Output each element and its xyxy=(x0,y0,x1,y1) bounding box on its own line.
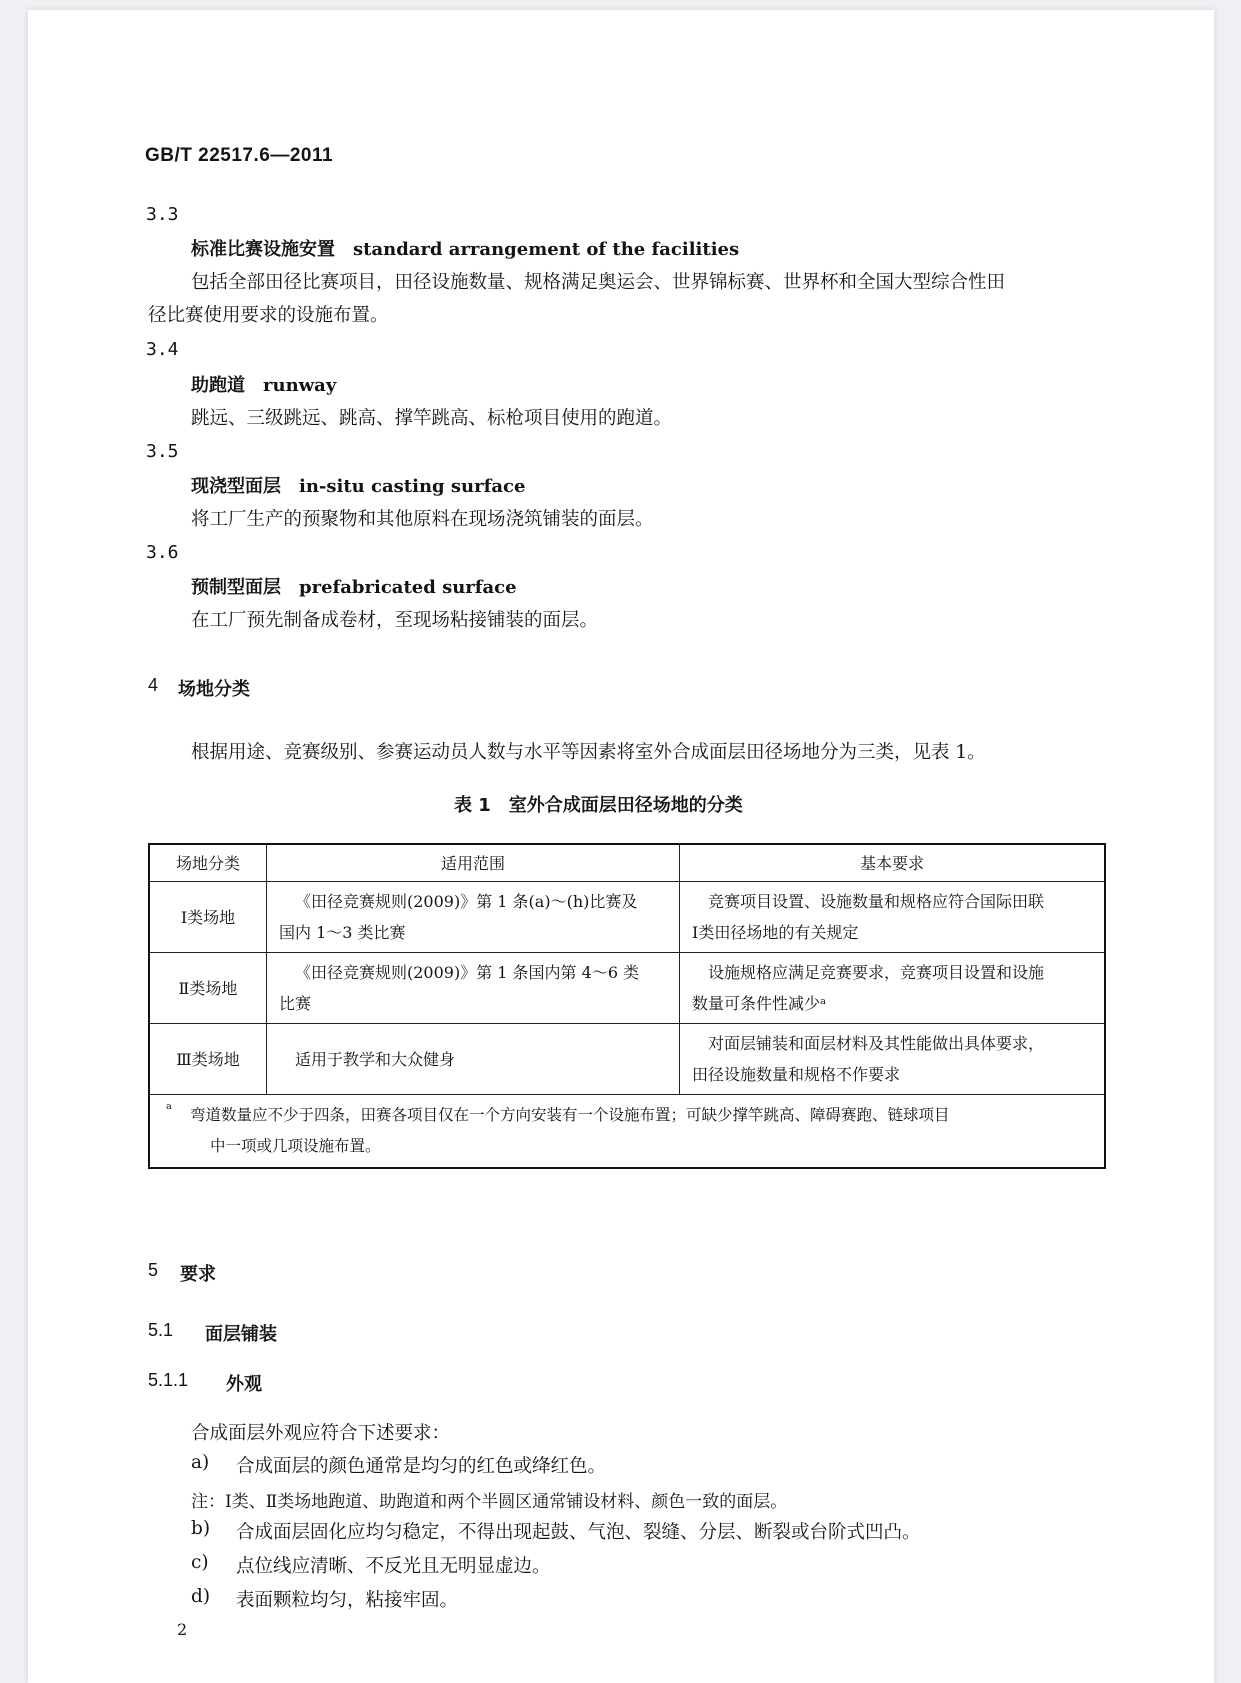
requirement-cell xyxy=(680,1024,1106,1095)
requirement-cell xyxy=(680,882,1106,953)
term-definition: 将工厂生产的预聚物和其他原料在现场浇筑铺装的面层。 xyxy=(191,509,654,530)
scope-cell xyxy=(267,1024,680,1095)
table-row xyxy=(149,1024,1105,1095)
document-page xyxy=(28,10,1214,1683)
scope-line: 《田径竞赛规则(2009)》第 1 条(a)～(h)比赛及 xyxy=(295,892,638,911)
term-definition: 在工厂预先制备成卷材，至现场粘接铺装的面层。 xyxy=(191,610,599,631)
list-item: 表面颗粒均匀，粘接牢固。 xyxy=(236,1590,459,1611)
category-cell: Ⅱ类场地 xyxy=(149,953,267,1024)
footnote-mark: ᵃ xyxy=(166,1100,172,1118)
standard-code-header: GB/T 22517.6—2011 xyxy=(145,145,334,166)
scope-cell xyxy=(267,882,680,953)
subsubsection-number: 5.1.1 xyxy=(148,1370,189,1390)
table-header-row xyxy=(149,844,1105,882)
table-caption: 表 1 室外合成面层田径场地的分类 xyxy=(454,795,743,816)
section-title: 要求 xyxy=(180,1264,216,1285)
requirement-line: 竞赛项目设置、设施数量和规格应符合国际田联 xyxy=(708,892,1045,911)
requirement-line: Ⅰ类田径场地的有关规定 xyxy=(692,923,859,942)
requirement-line: 设施规格应满足竞赛要求，竞赛项目设置和设施 xyxy=(708,963,1045,982)
requirement-line: 数量可条件性减少ᵃ xyxy=(692,994,827,1013)
section-number: 4 xyxy=(148,675,159,695)
term-title: 标准比赛设施安置 standard arrangement of the facilities xyxy=(191,239,740,260)
scope-line: 比赛 xyxy=(279,994,312,1013)
subsection-number: 5.1 xyxy=(148,1320,174,1340)
column-header: 基本要求 xyxy=(680,844,1106,882)
scope-line: 适用于教学和大众健身 xyxy=(295,1049,456,1069)
scope-cell xyxy=(267,953,680,1024)
column-header: 适用范围 xyxy=(267,844,680,882)
category-cell: Ⅲ类场地 xyxy=(149,1024,267,1095)
list-marker: b) xyxy=(191,1518,211,1539)
section-number: 5 xyxy=(148,1260,159,1280)
section-paragraph: 根据用途、竞赛级别、参赛运动员人数与水平等因素将室外合成面层田径场地分为三类，见表 1。 xyxy=(191,742,986,763)
term-number: 3.3 xyxy=(146,204,179,225)
term-title: 预制型面层 prefabricated surface xyxy=(191,577,517,598)
term-definition: 跳远、三级跳远、跳高、撑竿跳高、标枪项目使用的跑道。 xyxy=(191,408,673,429)
page-number: 2 xyxy=(177,1620,188,1639)
list-marker: c) xyxy=(191,1552,209,1573)
list-marker: d) xyxy=(191,1586,211,1607)
term-title: 助跑道 runway xyxy=(191,375,337,396)
footnote-line: 中一项或几项设施布置。 xyxy=(210,1137,381,1155)
list-item: 点位线应清晰、不反光且无明显虚边。 xyxy=(236,1556,551,1577)
table-footnote xyxy=(149,1095,1105,1169)
requirement-cell xyxy=(680,953,1106,1024)
term-number: 3.6 xyxy=(146,542,179,563)
term-definition-cont: 径比赛使用要求的设施布置。 xyxy=(148,305,389,326)
list-item: 合成面层固化应均匀稳定，不得出现起鼓、气泡、裂缝、分层、断裂或台阶式凹凸。 xyxy=(236,1522,921,1543)
subsubsection-title: 外观 xyxy=(226,1374,262,1395)
subsection-title: 面层铺装 xyxy=(205,1324,277,1345)
classification-table xyxy=(148,843,1106,1169)
list-item: 合成面层的颜色通常是均匀的红色或绛红色。 xyxy=(236,1456,607,1477)
appearance-intro: 合成面层外观应符合下述要求： xyxy=(191,1423,451,1444)
footnote-line: 弯道数量应不少于四条，田赛各项目仅在一个方向安装有一个设施布置；可缺少撑竿跳高、障碍赛跑、链球项目 xyxy=(190,1106,950,1124)
term-number: 3.4 xyxy=(146,339,179,360)
column-header: 场地分类 xyxy=(149,844,267,882)
term-definition: 包括全部田径比赛项目，田径设施数量、规格满足奥运会、世界锦标赛、世界杯和全国大型综合性田 xyxy=(191,272,1006,293)
scope-line: 《田径竞赛规则(2009)》第 1 条国内第 4～6 类 xyxy=(295,963,640,982)
table-footnote-row xyxy=(149,1095,1105,1169)
category-cell: Ⅰ类场地 xyxy=(149,882,267,953)
table-row xyxy=(149,953,1105,1024)
term-title: 现浇型面层 in-situ casting surface xyxy=(191,476,526,497)
term-number: 3.5 xyxy=(146,441,179,462)
requirement-line: 田径设施数量和规格不作要求 xyxy=(692,1065,901,1084)
list-marker: a) xyxy=(191,1452,210,1473)
table-row xyxy=(149,882,1105,953)
requirement-line: 对面层铺装和面层材料及其性能做出具体要求， xyxy=(708,1034,1045,1053)
section-title: 场地分类 xyxy=(178,679,250,700)
appearance-note: 注：Ⅰ类、Ⅱ类场地跑道、助跑道和两个半圆区通常铺设材料、颜色一致的面层。 xyxy=(191,1492,788,1512)
scope-line: 国内 1～3 类比赛 xyxy=(279,923,406,942)
